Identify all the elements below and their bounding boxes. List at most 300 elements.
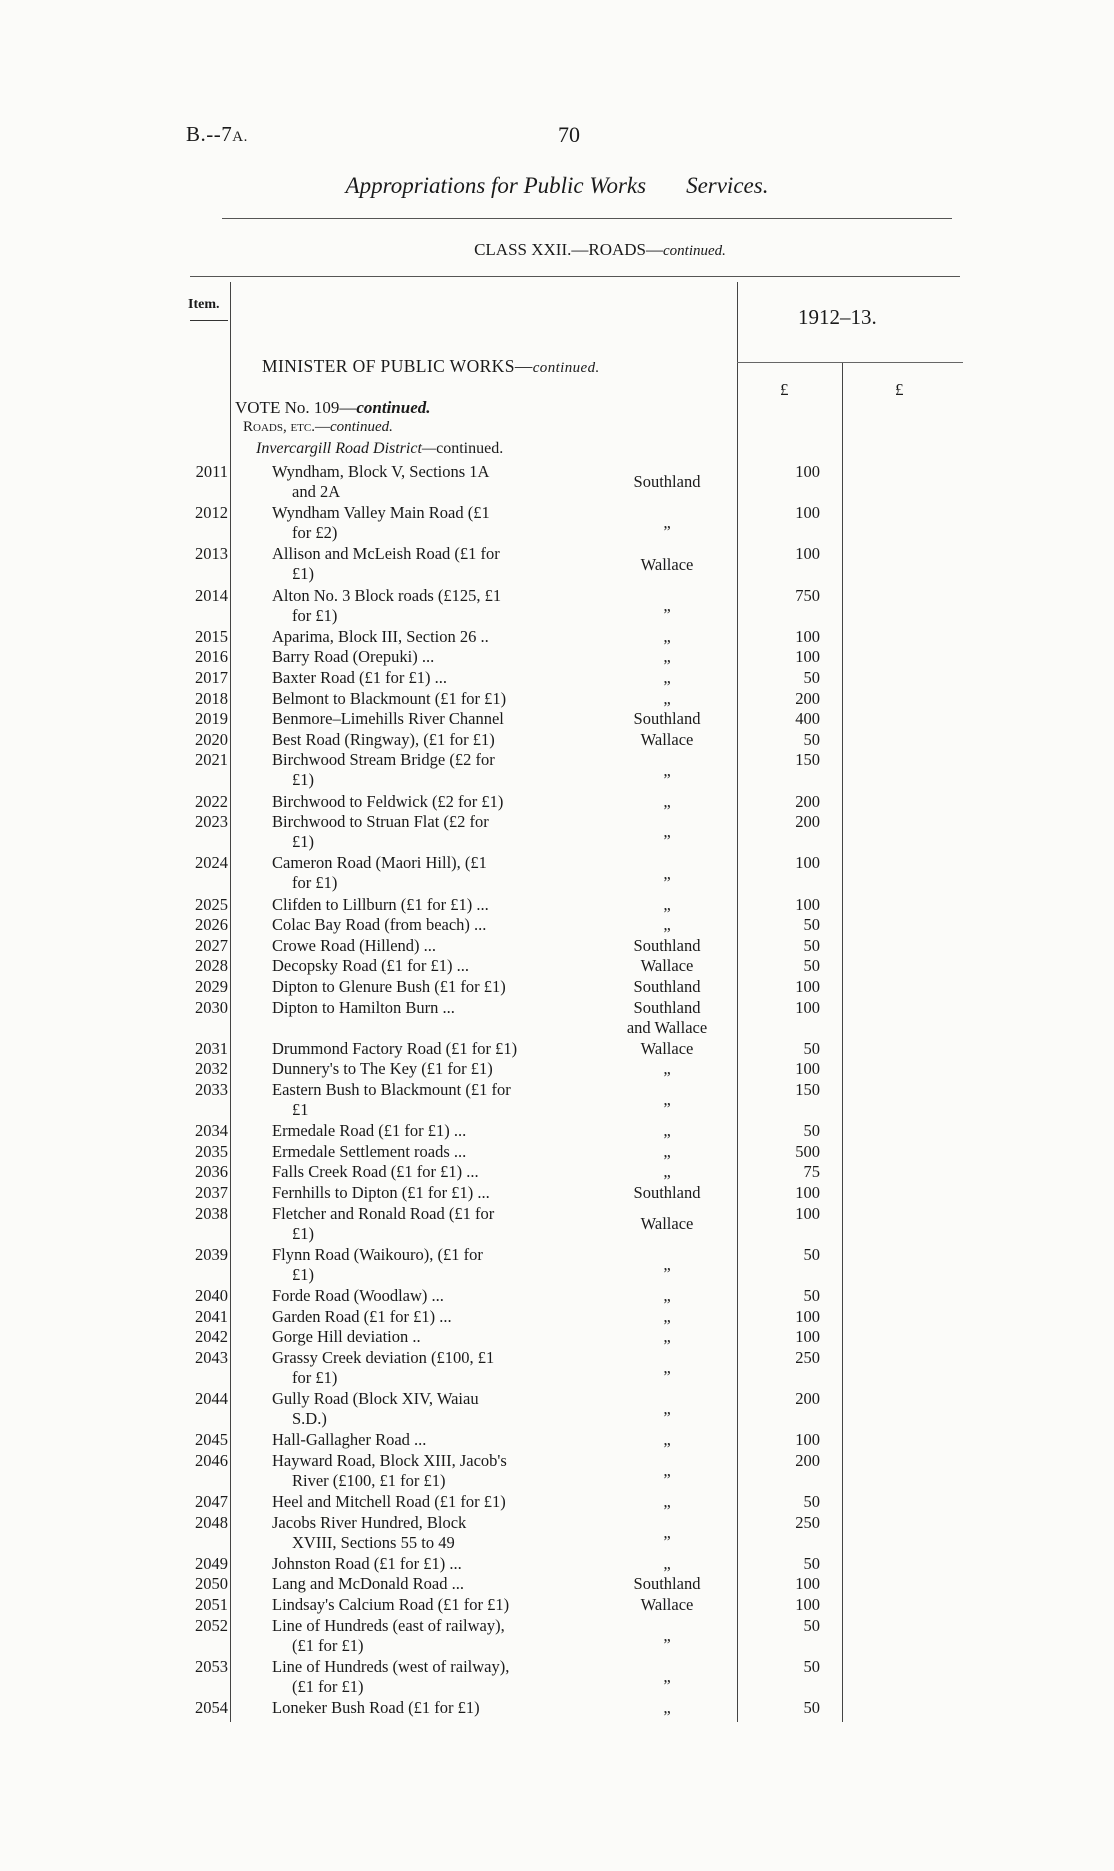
description-line-1: Falls Creek Road (£1 for £1) ... [272,1162,479,1182]
currency-header-2: £ [895,380,904,399]
district-name: Southland [633,1183,701,1202]
currency-header-1: £ [780,380,789,399]
road-description [272,792,584,812]
electoral-district [604,472,730,492]
item-number: 2012 [195,503,228,523]
amount: 100 [795,977,820,996]
description-line-1: Clifden to Lillburn (£1 for £1) ... [272,894,489,914]
district-name: „ [663,1430,671,1450]
electoral-district [604,1307,730,1327]
amount: 100 [795,1430,820,1450]
road-description [272,668,584,688]
description-line-1: Garden Road (£1 for £1) ... [272,1306,452,1326]
amount: 100 [795,503,820,523]
roads-heading: Roads, etc.—continued. [243,419,393,435]
description-line-1: Heel and Mitchell Road (£1 for £1) [272,1492,506,1511]
amount: 50 [803,1286,820,1305]
item-number: 2040 [195,1286,228,1305]
item-number: 2035 [195,1141,228,1161]
road-description [272,936,584,956]
road-description [272,915,584,935]
electoral-district [604,915,730,935]
road-description [272,1348,584,1388]
district-name: „ [663,760,671,780]
description-line-2: S.D.) [292,1409,327,1428]
road-description [272,1327,584,1347]
item-number: 2038 [195,1203,228,1223]
amount: 50 [803,668,820,687]
electoral-district [604,998,730,1038]
page-number: 70 [558,122,580,147]
road-description [272,1307,584,1327]
description-line-2: River (£100, £1 for £1) [292,1470,446,1490]
amount: 100 [795,647,820,667]
item-number: 2051 [195,1595,228,1614]
amount: 100 [795,1306,820,1326]
electoral-district [604,647,730,667]
amount: 100 [795,1595,820,1614]
item-number: 2045 [195,1430,228,1450]
road-description [272,1183,584,1203]
title-rule [222,218,952,219]
electoral-district [604,1090,730,1110]
amount: 200 [795,1389,820,1408]
description-line-1: Line of Hundreds (east of railway), [272,1615,505,1635]
item-number: 2026 [195,915,228,935]
road-description [272,647,584,667]
description-line-1: Eastern Bush to Blackmount (£1 for [272,1080,511,1099]
amount: 100 [795,544,820,564]
item-number: 2031 [195,1038,228,1058]
description-line-2: £1) [292,1223,314,1243]
road-description [272,956,584,976]
description-line-2: £1) [292,832,314,852]
description-line-1: Birchwood to Struan Flat (£2 for [272,812,489,832]
amount: 200 [795,812,820,832]
district-name: „ [663,915,671,935]
road-description [272,544,584,584]
item-column-divider [230,282,231,1722]
amount: 50 [803,1244,820,1264]
description-line-1: Gorge Hill deviation .. [272,1327,421,1347]
road-description [272,1513,584,1553]
description-line-1: Dunnery's to The Key (£1 for £1) [272,1059,493,1079]
road-description [272,1698,584,1718]
description-line-1: Wyndham Valley Main Road (£1 [272,503,490,523]
district-name: „ [663,863,671,883]
district-name: „ [663,1667,671,1687]
year-header: 1912–13. [798,305,877,329]
description-line-2: XVIII, Sections 55 to 49 [292,1532,455,1552]
item-number: 2023 [195,812,228,832]
item-number: 2017 [195,668,228,687]
electoral-district [604,977,730,997]
district-name: Wallace [640,729,694,749]
district-name: „ [663,1162,671,1182]
description-line-1: Ermedale Settlement roads ... [272,1141,467,1161]
amount: 250 [795,1347,820,1367]
district-name: „ [663,791,671,811]
district-name: Southland [633,935,701,955]
description-line-1: Forde Road (Woodlaw) ... [272,1286,444,1305]
amount: 50 [803,1615,820,1635]
amount: 100 [795,1059,820,1079]
electoral-district [604,1399,730,1419]
description-line-1: Decopsky Road (£1 for £1) ... [272,956,470,976]
road-description [272,1039,584,1059]
description-line-1: Hall-Gallagher Road ... [272,1430,427,1450]
road-description [272,730,584,750]
item-number: 2030 [195,997,228,1017]
electoral-district [604,689,730,709]
item-number: 2054 [195,1698,228,1717]
year-underline [737,362,963,363]
road-description [272,977,584,997]
description-line-1: Gully Road (Block XIV, Waiau [272,1389,479,1408]
description-line-1: Lang and McDonald Road ... [272,1574,464,1594]
item-number: 2050 [195,1574,228,1594]
road-description [272,853,584,893]
electoral-district [604,1461,730,1481]
item-header-rule [190,320,228,321]
road-description [272,1574,584,1594]
road-description [272,1430,584,1450]
road-description [272,1286,584,1306]
item-number: 2043 [195,1347,228,1367]
electoral-district [604,761,730,781]
amount: 100 [795,626,820,646]
description-line-2: (£1 for £1) [292,1635,364,1655]
description-line-2: for £1) [292,873,338,893]
minister-heading: MINISTER OF PUBLIC WORKS—continued. [262,356,600,376]
item-number: 2014 [195,585,228,605]
amount: 200 [795,791,820,811]
description-line-1: Fletcher and Ronald Road (£1 for [272,1203,495,1223]
item-number: 2019 [195,709,228,729]
amount: 250 [795,1512,820,1532]
district-name: Southland [633,997,701,1017]
district-name: Wallace [640,1038,694,1058]
electoral-district [604,1162,730,1182]
amount: 50 [803,1121,820,1141]
road-description [272,1245,584,1285]
electoral-district [604,627,730,647]
description-line-1: Lindsay's Calcium Road (£1 for £1) [272,1595,510,1614]
electoral-district [604,822,730,842]
electoral-district [604,1698,730,1718]
amount: 200 [795,688,820,708]
electoral-district [604,1286,730,1306]
electoral-district [604,1595,730,1615]
vote-heading: VOTE No. 109—continued. [235,398,431,417]
electoral-district [604,1492,730,1512]
road-description [272,503,584,543]
amount: 50 [803,1038,820,1058]
district-name: „ [663,595,671,615]
amount: 50 [803,935,820,955]
description-line-1: Cameron Road (Maori Hill), (£1 [272,853,487,873]
electoral-district [604,1358,730,1378]
item-number: 2037 [195,1183,228,1202]
item-number: 2032 [195,1059,228,1079]
electoral-district [604,668,730,688]
electoral-district [604,792,730,812]
description-line-1: Aparima, Block III, Section 26 .. [272,626,489,646]
district-name: „ [663,1553,671,1573]
item-number: 2046 [195,1450,228,1470]
district-name: Wallace [640,1213,694,1233]
district-name: „ [663,1121,671,1141]
road-description [272,1059,584,1079]
description-line-1: Hayward Road, Block XIII, Jacob's [272,1450,507,1470]
item-number: 2020 [195,729,228,749]
year-column-divider-mid [842,362,843,1722]
road-description [272,1616,584,1656]
road-description [272,1162,584,1182]
item-number: 2047 [195,1492,228,1511]
document-reference: B.--7A. [186,122,248,146]
item-number: 2018 [195,688,228,708]
description-line-1: Belmont to Blackmount (£1 for £1) [272,688,507,708]
electoral-district [604,1214,730,1234]
district-name-line-2: and Wallace [626,1017,708,1037]
district-name: „ [663,626,671,646]
district-name: „ [663,513,671,533]
road-description [272,1554,584,1574]
district-name: Southland [633,977,701,996]
road-description [272,895,584,915]
amount: 50 [803,1698,820,1717]
item-number: 2029 [195,977,228,996]
electoral-district [604,895,730,915]
district-name: „ [663,1059,671,1079]
description-line-1: Colac Bay Road (from beach) ... [272,915,487,935]
district-name: Southland [633,709,701,729]
item-number: 2039 [195,1244,228,1264]
description-line-1: Flynn Road (Waikouro), (£1 for [272,1244,483,1264]
amount: 50 [803,956,820,976]
description-line-1: Wyndham, Block V, Sections 1A [272,462,490,481]
description-line-2: and 2A [292,482,341,501]
description-line-1: Dipton to Glenure Bush (£1 for £1) [272,977,506,996]
amount: 100 [795,997,820,1017]
item-column-header: Item. [188,297,220,312]
description-line-1: Baxter Road (£1 for £1) ... [272,668,448,687]
district-name: „ [663,668,671,687]
description-line-2: £1) [292,1264,314,1284]
year-column-divider-left [737,282,738,1722]
class-rule [190,276,960,277]
item-number: 2013 [195,544,228,564]
item-number: 2033 [195,1080,228,1099]
district-name: „ [663,1327,671,1347]
road-description [272,1595,584,1615]
description-line-1: Crowe Road (Hillend) ... [272,935,437,955]
item-number: 2028 [195,956,228,976]
description-line-1: Benmore–Limehills River Channel [272,709,504,729]
item-number: 2027 [195,935,228,955]
electoral-district [604,513,730,533]
item-number: 2016 [195,647,228,667]
item-number: 2022 [195,791,228,811]
item-number: 2042 [195,1327,228,1347]
description-line-2: £1) [292,564,314,584]
road-description [272,1657,584,1697]
page-title: Appropriations for Public Works Services. [345,173,769,198]
road-description [272,1142,584,1162]
electoral-district [604,596,730,616]
district-name: „ [663,894,671,914]
district-name: „ [663,1306,671,1326]
item-number: 2041 [195,1306,228,1326]
amount: 75 [803,1162,820,1182]
electoral-district [604,1327,730,1347]
road-description [272,586,584,626]
item-number: 2024 [195,853,228,873]
road-description [272,998,584,1018]
amount: 200 [795,1450,820,1470]
electoral-district [604,730,730,750]
item-number: 2053 [195,1656,228,1676]
description-line-2: £1) [292,770,314,790]
district-name: Wallace [640,554,694,574]
electoral-district [604,1667,730,1687]
district-name: Wallace [640,1595,694,1614]
road-description [272,1080,584,1120]
description-line-1: Johnston Road (£1 for £1) ... [272,1553,462,1573]
description-line-1: Fernhills to Dipton (£1 for £1) ... [272,1183,490,1202]
electoral-district [604,1554,730,1574]
road-description [272,462,584,502]
description-line-1: Loneker Bush Road (£1 for £1) [272,1698,480,1717]
electoral-district [604,1574,730,1594]
item-number: 2025 [195,894,228,914]
amount: 150 [795,750,820,770]
district-name: „ [663,1141,671,1161]
amount: 50 [803,1492,820,1511]
district-name: „ [663,647,671,667]
electoral-district [604,555,730,575]
amount: 150 [795,1080,820,1099]
district-name: Southland [633,1574,701,1594]
amount: 100 [795,1327,820,1347]
district-name: „ [663,1255,671,1275]
electoral-district [604,1121,730,1141]
district-name: „ [663,1492,671,1511]
class-heading: CLASS XXII.—ROADS—continued. [474,240,726,259]
district-heading: Invercargill Road District—continued. [256,440,504,457]
district-name: „ [663,1399,671,1419]
amount: 100 [795,853,820,873]
road-description [272,750,584,790]
electoral-district [604,1255,730,1275]
item-number: 2015 [195,626,228,646]
description-line-2: for £1) [292,1367,338,1387]
item-number: 2048 [195,1512,228,1532]
electoral-district [604,1430,730,1450]
road-description [272,1121,584,1141]
item-number: 2052 [195,1615,228,1635]
electoral-district [604,864,730,884]
description-line-1: Jacobs River Hundred, Block [272,1512,467,1532]
amount: 100 [795,1183,820,1202]
electoral-district [604,1523,730,1543]
amount: 400 [795,709,820,729]
description-line-2: £1 [292,1100,309,1119]
amount: 100 [795,1574,820,1594]
amount: 50 [803,729,820,749]
item-number: 2049 [195,1553,228,1573]
electoral-district [604,936,730,956]
electoral-district [604,1059,730,1079]
description-line-1: Dipton to Hamilton Burn ... [272,997,455,1017]
description-line-1: Birchwood Stream Bridge (£2 for [272,750,495,770]
item-number: 2044 [195,1389,228,1408]
amount: 100 [795,894,820,914]
amount: 500 [795,1141,820,1161]
description-line-1: Grassy Creek deviation (£100, £1 [272,1347,495,1367]
district-name: „ [663,1461,671,1481]
item-number: 2036 [195,1162,228,1182]
description-line-1: Barry Road (Orepuki) ... [272,647,435,667]
amount: 100 [795,1203,820,1223]
district-name: Southland [633,472,701,492]
amount: 100 [795,462,820,481]
electoral-district [604,1183,730,1203]
district-name: „ [663,1286,671,1305]
description-line-1: Birchwood to Feldwick (£2 for £1) [272,791,504,811]
electoral-district [604,1142,730,1162]
road-description [272,1389,584,1429]
district-name: „ [663,688,671,708]
road-description [272,812,584,852]
description-line-1: Allison and McLeish Road (£1 for [272,544,500,564]
description-line-2: for £1) [292,605,338,625]
district-name: „ [663,1090,671,1110]
road-description [272,709,584,729]
electoral-district [604,956,730,976]
electoral-district [604,1626,730,1646]
district-name: „ [663,1522,671,1542]
district-name: „ [663,1358,671,1378]
description-line-1: Line of Hundreds (west of railway), [272,1656,510,1676]
amount: 50 [803,915,820,935]
amount: 50 [803,1553,820,1573]
description-line-2: (£1 for £1) [292,1676,364,1696]
description-line-2: for £2) [292,523,338,543]
item-number: 2011 [195,462,228,481]
district-name: „ [663,1625,671,1645]
road-description [272,1451,584,1491]
description-line-1: Ermedale Road (£1 for £1) ... [272,1121,467,1141]
description-line-1: Drummond Factory Road (£1 for £1) [272,1038,518,1058]
district-name: Wallace [640,956,694,976]
item-number: 2021 [195,750,228,770]
description-line-1: Alton No. 3 Block roads (£125, £1 [272,585,502,605]
amount: 50 [803,1656,820,1676]
road-description [272,627,584,647]
road-description [272,1492,584,1512]
electoral-district [604,709,730,729]
road-description [272,689,584,709]
district-name: „ [663,1698,671,1717]
item-number: 2034 [195,1121,228,1141]
district-name: „ [663,822,671,842]
electoral-district [604,1039,730,1059]
description-line-1: Best Road (Ringway), (£1 for £1) [272,729,495,749]
road-description [272,1204,584,1244]
amount: 750 [795,585,820,605]
